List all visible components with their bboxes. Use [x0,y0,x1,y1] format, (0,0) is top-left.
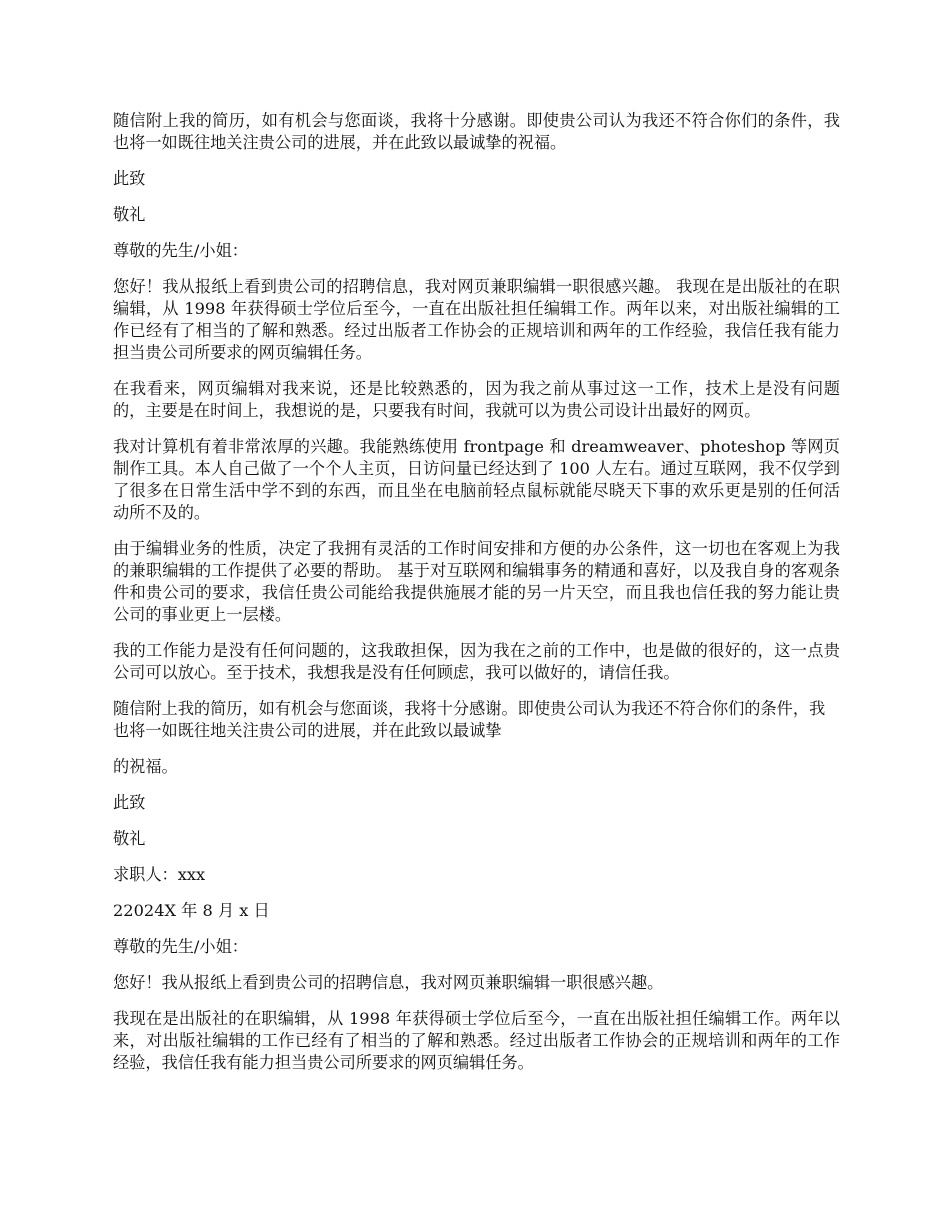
paragraph-ability: 我的工作能力是没有任何问题的，这我敢担保，因为我在之前的工作中，也是做的很好的，这一点贵公司可以放心。至于技术，我想我是没有任何顾虑，我可以做好的，请信任我。 [113,641,840,682]
paragraph-closing-1: 随信附上我的简历，如有机会与您面谈，我将十分感谢。即使贵公司认为我还不符合你们的条件，我也将一如既往地关注贵公司的进展，并在此致以最诚挚的祝福。 [113,111,840,152]
document-body [113,110,840,1088]
salutation-jingli-1: 敬礼 [113,205,146,224]
salutation-cizhi-2: 此致 [113,793,146,812]
greeting-2: 尊敬的先生/小姐： [113,937,248,956]
greeting-1: 尊敬的先生/小姐： [113,241,248,260]
paragraph-computer-interest: 我对计算机有着非常浓厚的兴趣。我能熟练使用 frontpage 和 dreamweaver、photeshop 等网页制作工具。本人自己做了一个个人主页，日访问量已经达到了 100 人左右。通过互联网，我不仅学到了很多在日常生活中学不到的东西，而且坐在电脑前轻点鼠标就能尽晓天下事的欢乐更是别的任何活动所不及的。 [113,437,840,522]
paragraph-experience: 在我看来，网页编辑对我来说，还是比较熟悉的，因为我之前从事过这一工作，技术上是没有问题的，主要是在时间上，我想说的是，只要我有时间，我就可以为贵公司设计出最好的网页。 [113,379,840,420]
letter-date: 22024X 年 8 月 x 日 [113,901,270,920]
paragraph-closing-2-tail: 的祝福。 [113,757,178,776]
applicant-signature: 求职人：xxx [113,865,206,884]
paragraph-intro: 您好！我从报纸上看到贵公司的招聘信息，我对网页兼职编辑一职很感兴趣。 我现在是出版社的在职编辑，从 1998 年获得硕士学位后至今，一直在出版社担任编辑工作。两年以来，对出版社编辑的工作已经有了相当的了解和熟悉。经过出版者工作协会的正规培训和两年的工作经验，我信任我有能力担当贵公司所要求的网页编辑任务。 [113,277,840,362]
paragraph-closing-2: 随信附上我的简历，如有机会与您面谈，我将十分感谢。即使贵公司认为我还不符合你们的条件，我也将一如既往地关注贵公司的进展，并在此致以最诚挚 [113,699,826,740]
salutation-jingli-2: 敬礼 [113,829,146,848]
paragraph-current-job: 我现在是出版社的在职编辑，从 1998 年获得硕士学位后至今，一直在出版社担任编辑工作。两年以来，对出版社编辑的工作已经有了相当的了解和熟悉。经过出版者工作协会的正规培训和两年的工作经验，我信任我有能力担当贵公司所要求的网页编辑任务。 [113,1009,840,1072]
salutation-cizhi-1: 此致 [113,169,146,188]
paragraph-work-nature: 由于编辑业务的性质，决定了我拥有灵活的工作时间安排和方便的办公条件，这一切也在客观上为我的兼职编辑的工作提供了必要的帮助。 基于对互联网和编辑事务的精通和喜好，以及我自身的客观条件和贵公司的要求，我信任贵公司能给我提供施展才能的另一片天空，而且我也信任我的努力能让贵公司的事业更上一层楼。 [113,539,840,624]
paragraph-intro-2: 您好！我从报纸上看到贵公司的招聘信息，我对网页兼职编辑一职很感兴趣。 [113,973,664,992]
